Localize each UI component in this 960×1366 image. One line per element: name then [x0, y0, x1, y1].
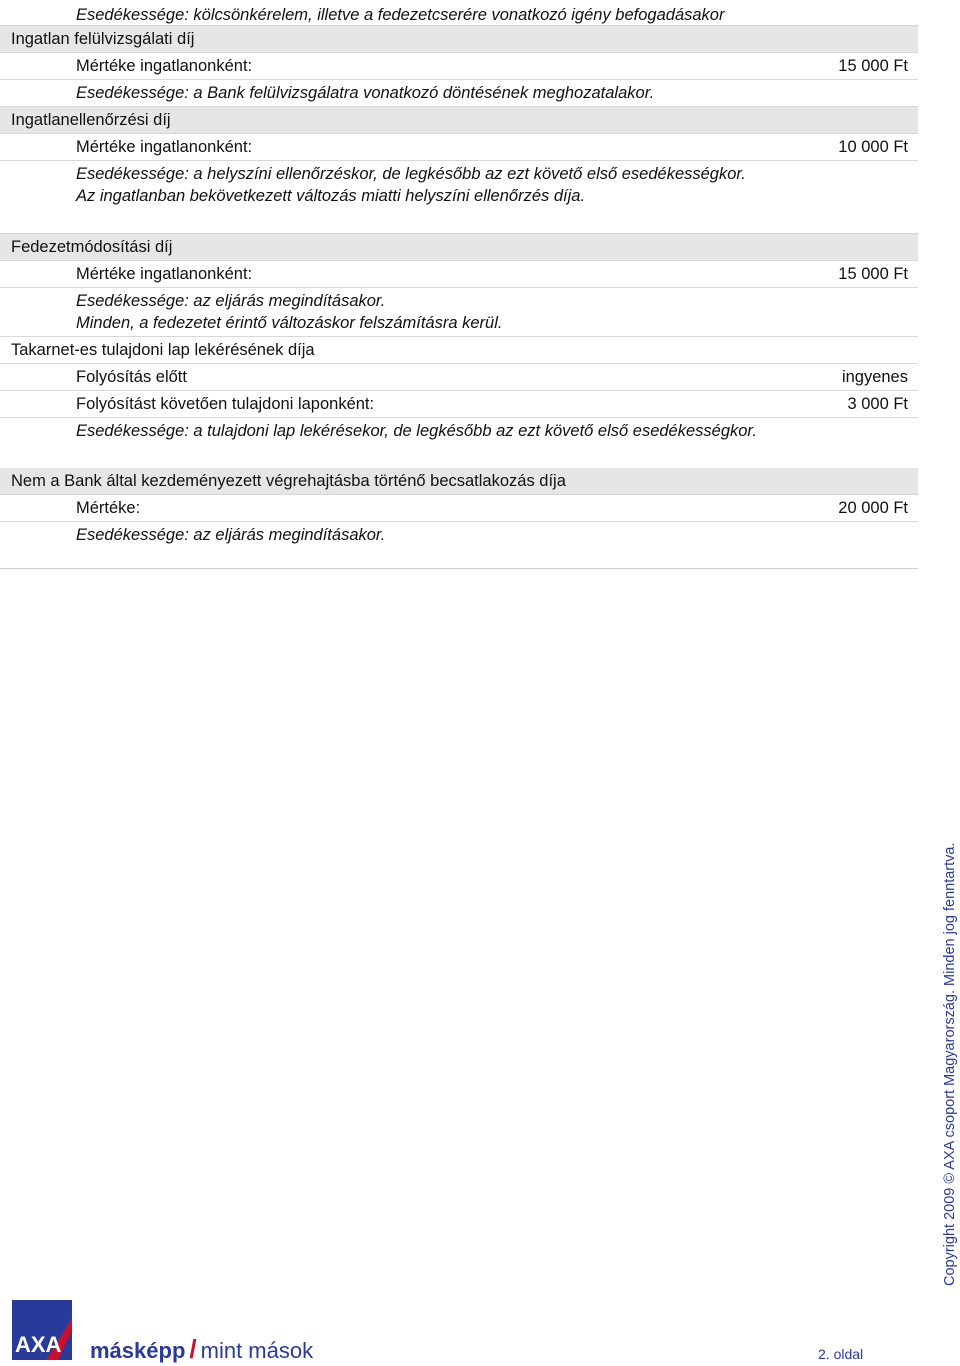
fee-value: 10 000 Ft — [838, 138, 908, 156]
slogan-slash: / — [189, 1334, 197, 1364]
due-row — [0, 80, 918, 107]
fee-row — [0, 391, 918, 418]
spacer — [0, 444, 918, 468]
slogan — [90, 1334, 313, 1364]
due-note: Az ingatlanban bekövetkezett változás miatti helyszíni ellenőrzés díja. — [76, 187, 586, 205]
due-text: Esedékessége: kölcsönkérelem, illetve a fedezetcserére vonatkozó igény befogadásakor — [76, 6, 725, 24]
section-title: Ingatlanellenőrzési díj — [11, 111, 171, 129]
section-title: Ingatlan felülvizsgálati díj — [11, 30, 195, 48]
due-row — [0, 288, 918, 337]
axa-logo — [12, 1300, 72, 1360]
fee-row — [0, 495, 918, 522]
due-text: Esedékessége: az eljárás megindításakor. — [76, 292, 386, 310]
fee-table — [0, 0, 918, 569]
due-row — [0, 0, 918, 26]
spacer — [0, 209, 918, 233]
table-end — [0, 548, 918, 569]
due-text: Esedékessége: a helyszíni ellenőrzéskor, de legkésőbb az ezt követő első esedékességkor. — [76, 165, 746, 183]
due-row — [0, 418, 918, 444]
fee-label: Mértéke: — [76, 499, 141, 517]
due-text: Esedékessége: a tulajdoni lap lekérésekor, de legkésőbb az ezt követő első esedékességkor. — [76, 422, 757, 440]
section-header-enforcement — [0, 468, 918, 495]
slogan-rest: mint mások — [200, 1338, 314, 1363]
fee-value: ingyenes — [841, 368, 908, 386]
fee-label: Folyósítást követően tulajdoni laponként: — [76, 395, 375, 413]
fee-row — [0, 53, 918, 80]
fee-label: Folyósítás előtt — [76, 368, 187, 386]
section-title: Nem a Bank által kezdeményezett végrehajtásba történő becsatlakozás díja — [11, 472, 566, 490]
section-title: Takarnet-es tulajdoni lap lekérésének díja — [11, 341, 315, 359]
fee-value: 15 000 Ft — [838, 57, 908, 75]
fee-value: 3 000 Ft — [847, 395, 908, 413]
section-header-check — [0, 107, 918, 134]
section-title: Fedezetmódosítási díj — [11, 238, 173, 256]
copyright-text: Copyright 2009 © AXA csoport Magyarország. Minden jog fenntartva. — [942, 842, 958, 1286]
due-text: Esedékessége: a Bank felülvizsgálatra vonatkozó döntésének meghozatalakor. — [76, 84, 655, 102]
due-text: Esedékessége: az eljárás megindításakor. — [76, 526, 386, 544]
fee-value: 20 000 Ft — [838, 499, 908, 517]
due-note: Minden, a fedezetet érintő változáskor felszámításra kerül. — [76, 314, 503, 332]
fee-row — [0, 364, 918, 391]
fee-label: Mértéke ingatlanonként: — [76, 265, 253, 283]
section-header-collateral — [0, 233, 918, 261]
logo-text: AXA — [15, 1332, 62, 1357]
due-row — [0, 161, 918, 209]
fee-value: 15 000 Ft — [838, 265, 908, 283]
fee-label: Mértéke ingatlanonként: — [76, 57, 253, 75]
due-row — [0, 522, 918, 548]
fee-row — [0, 134, 918, 161]
page-number: 2. oldal — [818, 1346, 864, 1362]
section-header-inspection — [0, 26, 918, 53]
slogan-bold: másképp — [90, 1338, 186, 1363]
fee-row — [0, 261, 918, 288]
section-header-takarnet — [0, 337, 918, 364]
fee-label: Mértéke ingatlanonként: — [76, 138, 253, 156]
